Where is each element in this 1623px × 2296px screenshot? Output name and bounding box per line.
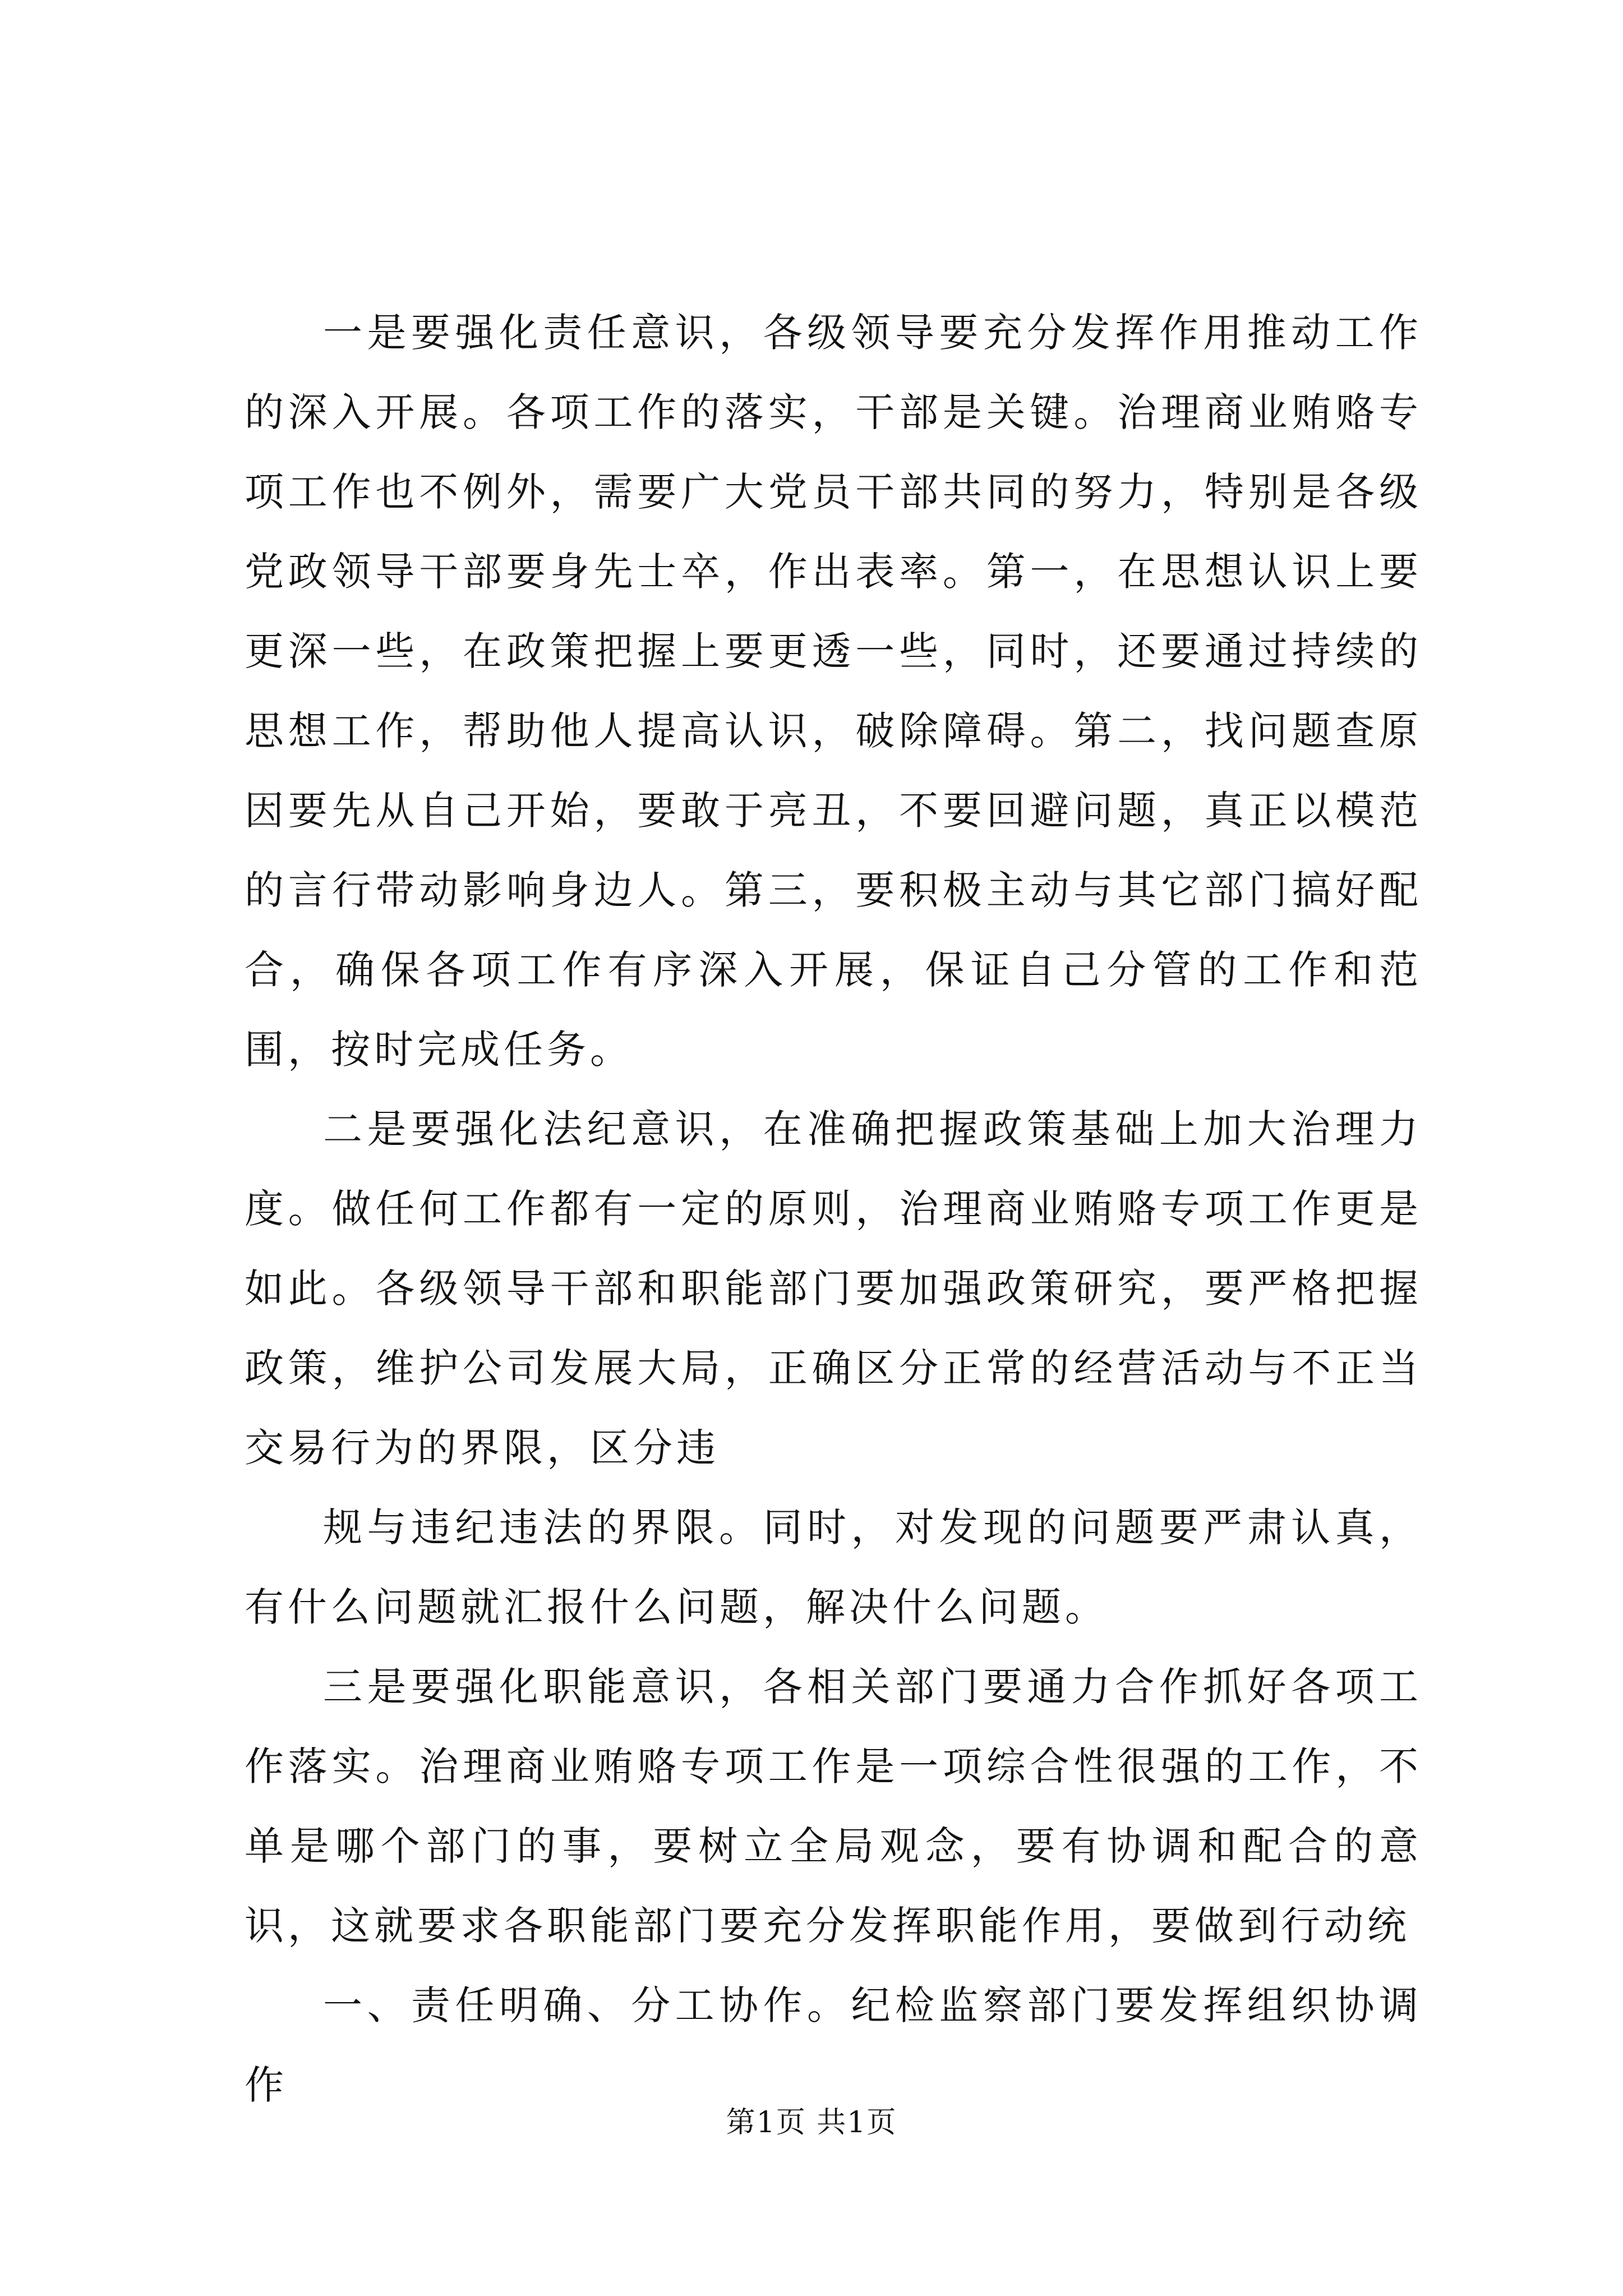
- paragraph-responsibility: 一是要强化责任意识，各级领导要充分发挥作用推动工作的深入开展。各项工作的落实，干部是关键。治理商业贿赂专项工作也不例外，需要广大党员干部共同的努力，特别是各级党政领导干部要身先士卒，作出表率。第一，在思想认识上要更深一些，在政策把握上要更透一些，同时，还要通过持续的思想工作，帮助他人提高认识，破除障碍。第二，找问题查原因要先从自己开始，要敢于亮丑，不要回避问题，真正以模范的言行带动影响身边人。第三，要积极主动与其它部门搞好配合，确保各项工作有序深入开展，保证自己分管的工作和范围，按时完成任务。: [245, 310, 1422, 1073]
- paragraph-discipline: 二是要强化法纪意识，在准确把握政策基础上加大治理力度。做任何工作都有一定的原则，治理商业贿赂专项工作更是如此。各级领导干部和职能部门要加强政策研究，要严格把握政策，维护公司发展大局，正确区分正常的经营活动与不正当交易行为的界限，区分违: [245, 1106, 1422, 1471]
- document-body: [245, 293, 1422, 2125]
- paragraph-function: 三是要强化职能意识，各相关部门要通力合作抓好各项工作落实。治理商业贿赂专项工作是一项综合性很强的工作，不单是哪个部门的事，要树立全局观念，要有协调和配合的意识，这就要求各职能部门要充分发挥职能作用，要做到行动统: [245, 1664, 1422, 1949]
- paragraph-discipline-continued: 规与违纪违法的界限。同时，对发现的问题要严肃认真，有什么问题就汇报什么问题，解决什么问题。: [245, 1504, 1422, 1630]
- page-footer: 第1页 共1页: [726, 2106, 897, 2139]
- paragraph-division-of-labor: 一、责任明确、分工协作。纪检监察部门要发挥组织协调作: [245, 1982, 1422, 2108]
